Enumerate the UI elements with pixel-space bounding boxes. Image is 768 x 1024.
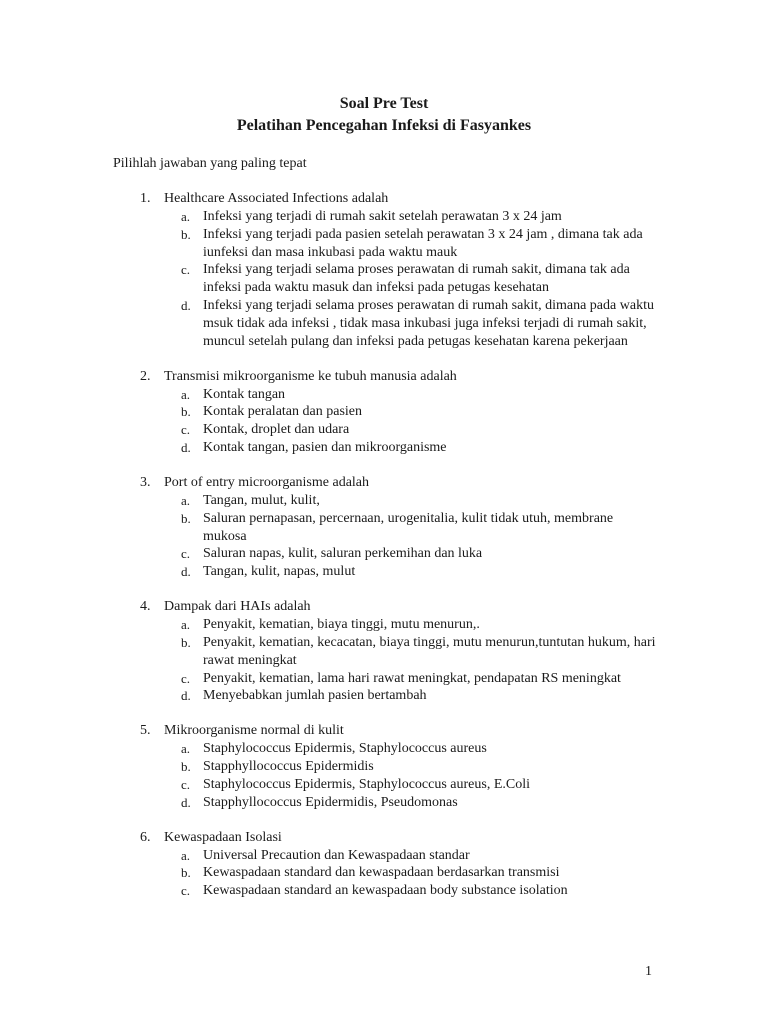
option-list <box>0 847 768 900</box>
option-letter: c. <box>181 422 191 438</box>
question-number: 5. <box>140 723 151 739</box>
option-list <box>0 740 768 811</box>
option-letter: b. <box>181 510 191 526</box>
option-text: Penyakit, kematian, kecacatan, biaya tinggi, mutu menurun,tuntutan hukum, hari rawat meningkat <box>203 634 656 668</box>
answer-option <box>0 510 768 546</box>
option-text: Staphylococcus Epidermis, Staphylococcus aureus, E.Coli <box>203 776 530 792</box>
question-list <box>0 190 768 917</box>
question-text: Kewaspadaan Isolasi <box>164 829 282 845</box>
answer-option <box>0 758 768 776</box>
answer-option <box>0 687 768 705</box>
option-letter: d. <box>181 564 191 580</box>
question-number: 3. <box>140 474 151 490</box>
option-text: Saluran pernapasan, percernaan, urogenitalia, kulit tidak utuh, membrane mukosa <box>203 510 614 544</box>
option-text: Tangan, kulit, napas, mulut <box>203 564 356 580</box>
answer-option <box>0 634 768 670</box>
question-number: 6. <box>140 829 151 845</box>
answer-option <box>0 403 768 421</box>
question-number: 4. <box>140 599 151 615</box>
question-item <box>0 598 768 705</box>
answer-option <box>0 794 768 812</box>
option-letter: a. <box>181 741 191 757</box>
option-text: Kontak tangan, pasien dan mikroorganisme <box>203 439 447 455</box>
answer-option <box>0 882 768 900</box>
option-text: Infeksi yang terjadi selama proses perawatan di rumah sakit, dimana tak ada infeksi pada waktu masuk dan infeksi pada petugas kesehatan <box>203 262 630 296</box>
answer-option <box>0 563 768 581</box>
option-letter: a. <box>181 492 191 508</box>
question-number: 1. <box>140 191 151 206</box>
answer-option <box>0 439 768 457</box>
option-letter: b. <box>181 226 191 242</box>
option-text: Penyakit, kematian, lama hari rawat meningkat, pendapatan RS meningkat <box>203 670 621 686</box>
option-text: Penyakit, kematian, biaya tinggi, mutu menurun,. <box>203 617 480 633</box>
question-item <box>0 722 768 811</box>
option-text: Kontak tangan <box>203 386 286 402</box>
option-letter: b. <box>181 634 191 650</box>
answer-option <box>0 261 768 297</box>
instruction-text: Pilihlah jawaban yang paling tepat <box>113 156 307 171</box>
option-letter: d. <box>181 297 191 313</box>
question-text: Transmisi mikroorganisme ke tubuh manusia adalah <box>164 368 457 384</box>
option-letter: a. <box>181 847 191 863</box>
question-text: Dampak dari HAIs adalah <box>164 599 311 615</box>
question-line <box>0 474 768 492</box>
option-text: Infeksi yang terjadi pada pasien setelah perawatan 3 x 24 jam , dimana tak ada iunfeksi dan masa inkubasi pada waktu mauk <box>203 226 643 260</box>
option-text: Kewaspadaan standard dan kewaspadaan berdasarkan transmisi <box>203 865 560 881</box>
answer-option <box>0 740 768 758</box>
option-text: Infeksi yang terjadi di rumah sakit setelah perawatan 3 x 24 jam <box>203 209 562 224</box>
question-line <box>0 829 768 847</box>
answer-option <box>0 616 768 634</box>
question-item <box>0 829 768 900</box>
option-list <box>0 208 768 350</box>
answer-option <box>0 670 768 688</box>
question-item <box>0 474 768 581</box>
option-text: Universal Precaution dan Kewaspadaan standar <box>203 847 470 863</box>
option-text: Kewaspadaan standard an kewaspadaan body substance isolation <box>203 883 568 899</box>
answer-option <box>0 492 768 510</box>
option-letter: c. <box>181 670 191 686</box>
question-text: Mikroorganisme normal di kulit <box>164 723 344 739</box>
question-line <box>0 722 768 740</box>
answer-option <box>0 421 768 439</box>
answer-option <box>0 386 768 404</box>
question-item <box>0 190 768 350</box>
option-letter: a. <box>181 617 191 633</box>
option-list <box>0 492 768 581</box>
option-letter: b. <box>181 404 191 420</box>
answer-option <box>0 864 768 882</box>
option-letter: b. <box>181 865 191 881</box>
question-text: Port of entry microorganisme adalah <box>164 474 370 490</box>
option-letter: d. <box>181 688 191 704</box>
option-letter: b. <box>181 759 191 775</box>
option-text: Staphylococcus Epidermis, Staphylococcus aureus <box>203 741 487 757</box>
page-number: 1 <box>645 964 652 979</box>
option-text: Stapphyllococcus Epidermidis, Pseudomonas <box>203 794 458 810</box>
question-line <box>0 598 768 616</box>
option-text: Saluran napas, kulit, saluran perkemihan dan luka <box>203 546 483 562</box>
option-text: Tangan, mulut, kulit, <box>203 492 320 508</box>
answer-option <box>0 776 768 794</box>
option-text: Menyebabkan jumlah pasien bertambah <box>203 688 427 704</box>
document-subtitle: Pelatihan Pencegahan Infeksi di Fasyankes <box>236 117 532 134</box>
document-title: Soal Pre Test <box>339 95 429 112</box>
question-line <box>0 368 768 386</box>
answer-option <box>0 208 768 226</box>
answer-option <box>0 297 768 350</box>
answer-option <box>0 847 768 865</box>
question-number: 2. <box>140 368 151 384</box>
option-text: Kontak, droplet dan udara <box>203 422 350 438</box>
question-text: Healthcare Associated Infections adalah <box>164 191 389 206</box>
question-item <box>0 368 768 457</box>
question-line <box>0 190 768 208</box>
option-letter: c. <box>181 776 191 792</box>
option-list <box>0 616 768 705</box>
option-text: Infeksi yang terjadi selama proses perawatan di rumah sakit, dimana pada waktu msuk tidak ada infeksi , tidak masa inkubasi juga infeksi terjadi di rumah sakit, muncul setelah pulang dan infeksi pada petugas kesehatan karena pekerjaan <box>203 297 654 349</box>
option-letter: c. <box>181 262 191 278</box>
option-letter: a. <box>181 386 191 402</box>
option-letter: d. <box>181 794 191 810</box>
option-list <box>0 386 768 457</box>
option-letter: c. <box>181 883 191 899</box>
option-text: Kontak peralatan dan pasien <box>203 404 362 420</box>
option-letter: a. <box>181 209 191 224</box>
answer-option <box>0 545 768 563</box>
option-text: Stapphyllococcus Epidermidis <box>203 759 374 775</box>
option-letter: c. <box>181 546 191 562</box>
answer-option <box>0 226 768 262</box>
option-letter: d. <box>181 439 191 455</box>
